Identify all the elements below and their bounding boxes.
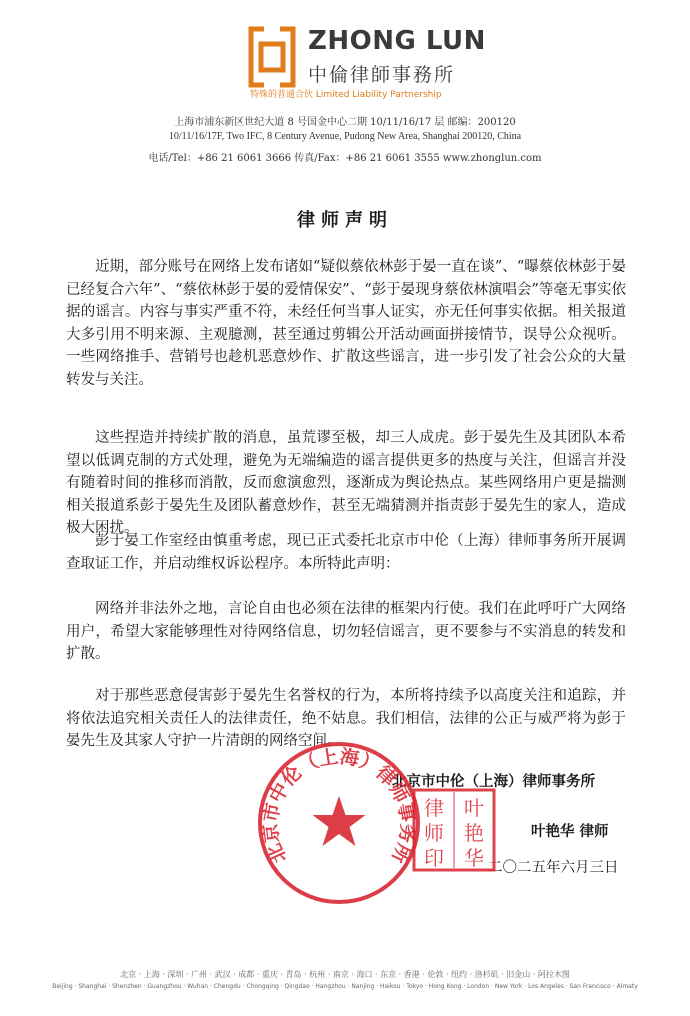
footer-cities-zh: 北京 · 上海 · 深圳 · 广州 · 武汉 · 成都 · 重庆 · 青岛 · 杭州 · 南京 · 海口 · 东京 · 香港 · 伦敦 · 纽约 · 洛杉矶 · 旧金山 · 阿拉木图 (120, 970, 570, 979)
stamp-char-2: 叶 (464, 796, 484, 820)
brand-name-zh: 中倫律師事務所 (308, 64, 456, 86)
paragraph-4: 网络并非法外之地，言论自由也必须在法律的框架内行使。我们在此呼吁广大网络用户，希望大家能够理性对待网络信息，切勿轻信谣言，更不要参与不实消息的转发和扩散。 (66, 601, 626, 662)
paragraph-1: 近期，部分账号在网络上发布诸如“疑似蔡依林彭于晏一直在谈”、“曝蔡依林彭于晏已经复合六年”、“蔡依林彭于晏的爱情保安”、“彭于晏现身蔡依林演唱会”等毫无事实依据的谣言。内容与事实严重不符，未经任何当事人证实，亦无任何事实依据。相关报道大多引用不明来源、主观臆测，甚至通过剪辑公开活动画面拼接情节，误导公众视听。一些网络推手、营销号也趁机恶意炒作、扩散这些谣言，进一步引发了社会公众的大量转发与关注。 (66, 259, 626, 388)
lawyer-stamp-icon (412, 788, 496, 872)
signature-firm: 北京市中伦（上海）律师事务所 (392, 774, 595, 790)
address-zh: 上海市浦东新区世纪大道 8 号国金中心二期 10/11/16/17 层 邮编：200120 (174, 117, 516, 128)
signature-lawyer: 叶艳华 律师 (531, 824, 609, 840)
document-title: 律师声明 (297, 210, 393, 231)
brand-name-en: ZHONG LUN (308, 26, 486, 56)
contact-line: 电话/Tel：+86 21 6061 3666 传真/Fax：+86 21 6061 3555 www.zhonglun.com (148, 153, 542, 164)
footer-cities-en: Beijing · Shanghai · Shenzhen · Guangzhou · Wuhan · Chengdu · Chongqing · Qingdao · Hangzhou · Nanjing · Haikou · Tokyo · Hong Kong · London · New York · Los Angeles · San Francisco · Almaty (52, 983, 638, 990)
stamp-char-4: 艳 (464, 821, 484, 845)
signature-date: 二〇二五年六月三日 (488, 860, 619, 876)
paragraph-2: 这些捏造并持续扩散的消息，虽荒谬至极，却三人成虎。彭于晏先生及其团队本希望以低调克制的方式处理，避免为无端编造的谣言提供更多的热度与关注，但谣言并没有随着时间的推移而消散，反而愈演愈烈，逐渐成为舆论热点。某些网络用户更是揣测相关报道系彭于晏先生及团队蓄意炒作，甚至无端猜测并指责彭于晏先生的家人，造成极大困扰。 (66, 430, 626, 536)
paragraph-5: 对于那些恶意侵害彭于晏先生名誉权的行为，本所将持续予以高度关注和追踪，并将依法追究相关责任人的法律责任，绝不姑息。我们相信，法律的公正与威严将为彭于晏先生及其家人守护一片清朗的网络空间。 (66, 688, 626, 749)
zhonglun-logo-icon (246, 24, 298, 90)
brand-tagline: 特殊的普通合伙 Limited Liability Partnership (250, 90, 442, 100)
stamp-char-1: 律 (424, 796, 444, 820)
stamp-char-3: 师 (424, 821, 444, 845)
seal-text: 北京市中伦（上海）律师事务所 (259, 745, 419, 867)
stamp-char-6: 华 (464, 846, 484, 870)
stamp-char-5: 印 (424, 846, 444, 870)
paragraph-3: 彭于晏工作室经由慎重考虑，现已正式委托北京市中伦（上海）律师事务所开展调查取证工作，并启动维权诉讼程序。本所特此声明： (66, 533, 626, 572)
address-en: 10/11/16/17F, Two IFC, 8 Century Avenue, Pudong New Area, Shanghai 200120, China (168, 131, 522, 142)
firm-seal-icon (256, 740, 422, 906)
